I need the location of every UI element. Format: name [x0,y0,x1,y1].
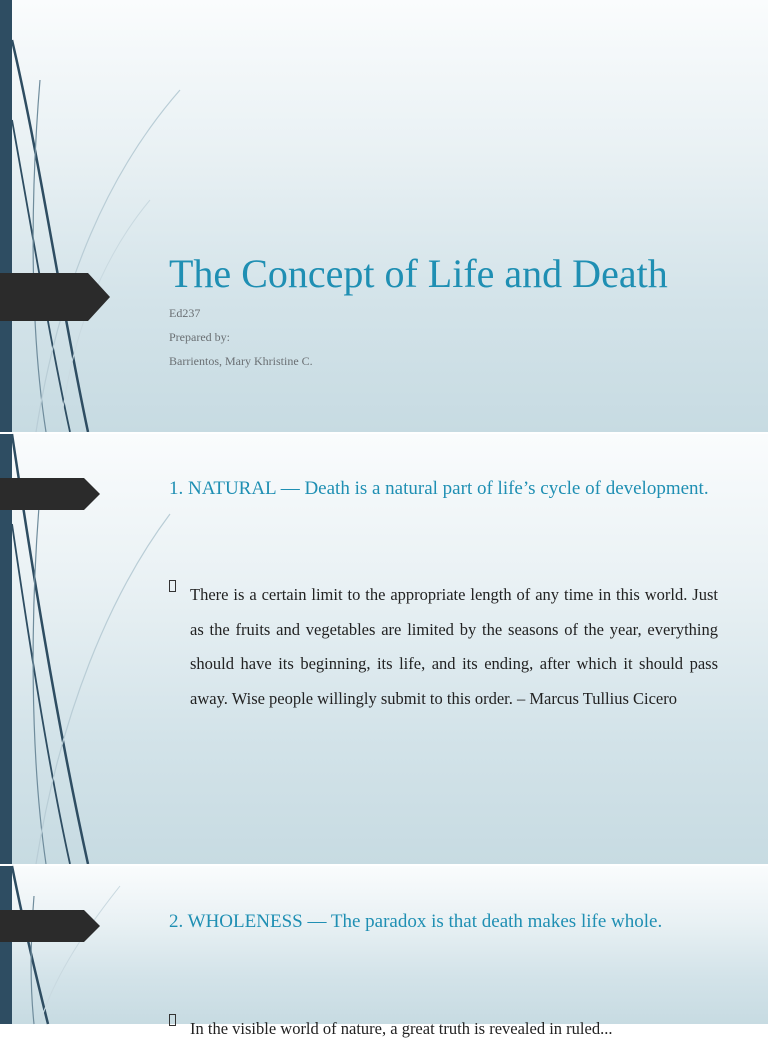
slide-tab-arrow-icon [0,910,100,942]
bullet-square-icon [169,580,176,592]
decorative-swoosh [0,866,220,1024]
slide-tab-arrow-icon [0,273,110,321]
slide-side-bar [0,866,12,1024]
bullet-item [169,1012,729,1038]
subtitle-course: Ed237 [169,306,201,320]
slide-heading: 2. WHOLENESS — The paradox is that death makes life whole. [169,911,663,932]
subtitle-author: Barrientos, Mary Khristine C. [169,354,313,368]
slide-natural[interactable] [0,434,768,864]
slide-title-text: The Concept of Life and Death [169,251,668,296]
slide-side-bar [0,434,12,864]
bullet-item [169,578,729,716]
subtitle-prepared-by: Prepared by: [169,330,230,344]
bullet-square-icon [169,1014,176,1026]
bullet-text: In the visible world of nature, a great truth is revealed in ruled... [190,1019,613,1038]
slide-heading: 1. NATURAL — Death is a natural part of life’s cycle of development. [169,478,709,499]
slide-side-bar [0,0,12,432]
slide-wholeness[interactable] [0,866,768,1038]
slide-tab-arrow-icon [0,478,100,510]
bullet-text: There is a certain limit to the appropriate length of any time in this world. Just as the fruits and vegetables are limited by the seasons of the year, everything should have its beginning, its life, and its ending, after which it should pass away. Wise people willingly submit to this order. – Marcus Tullius Cicero [190,585,718,708]
slide-title[interactable] [0,0,768,432]
